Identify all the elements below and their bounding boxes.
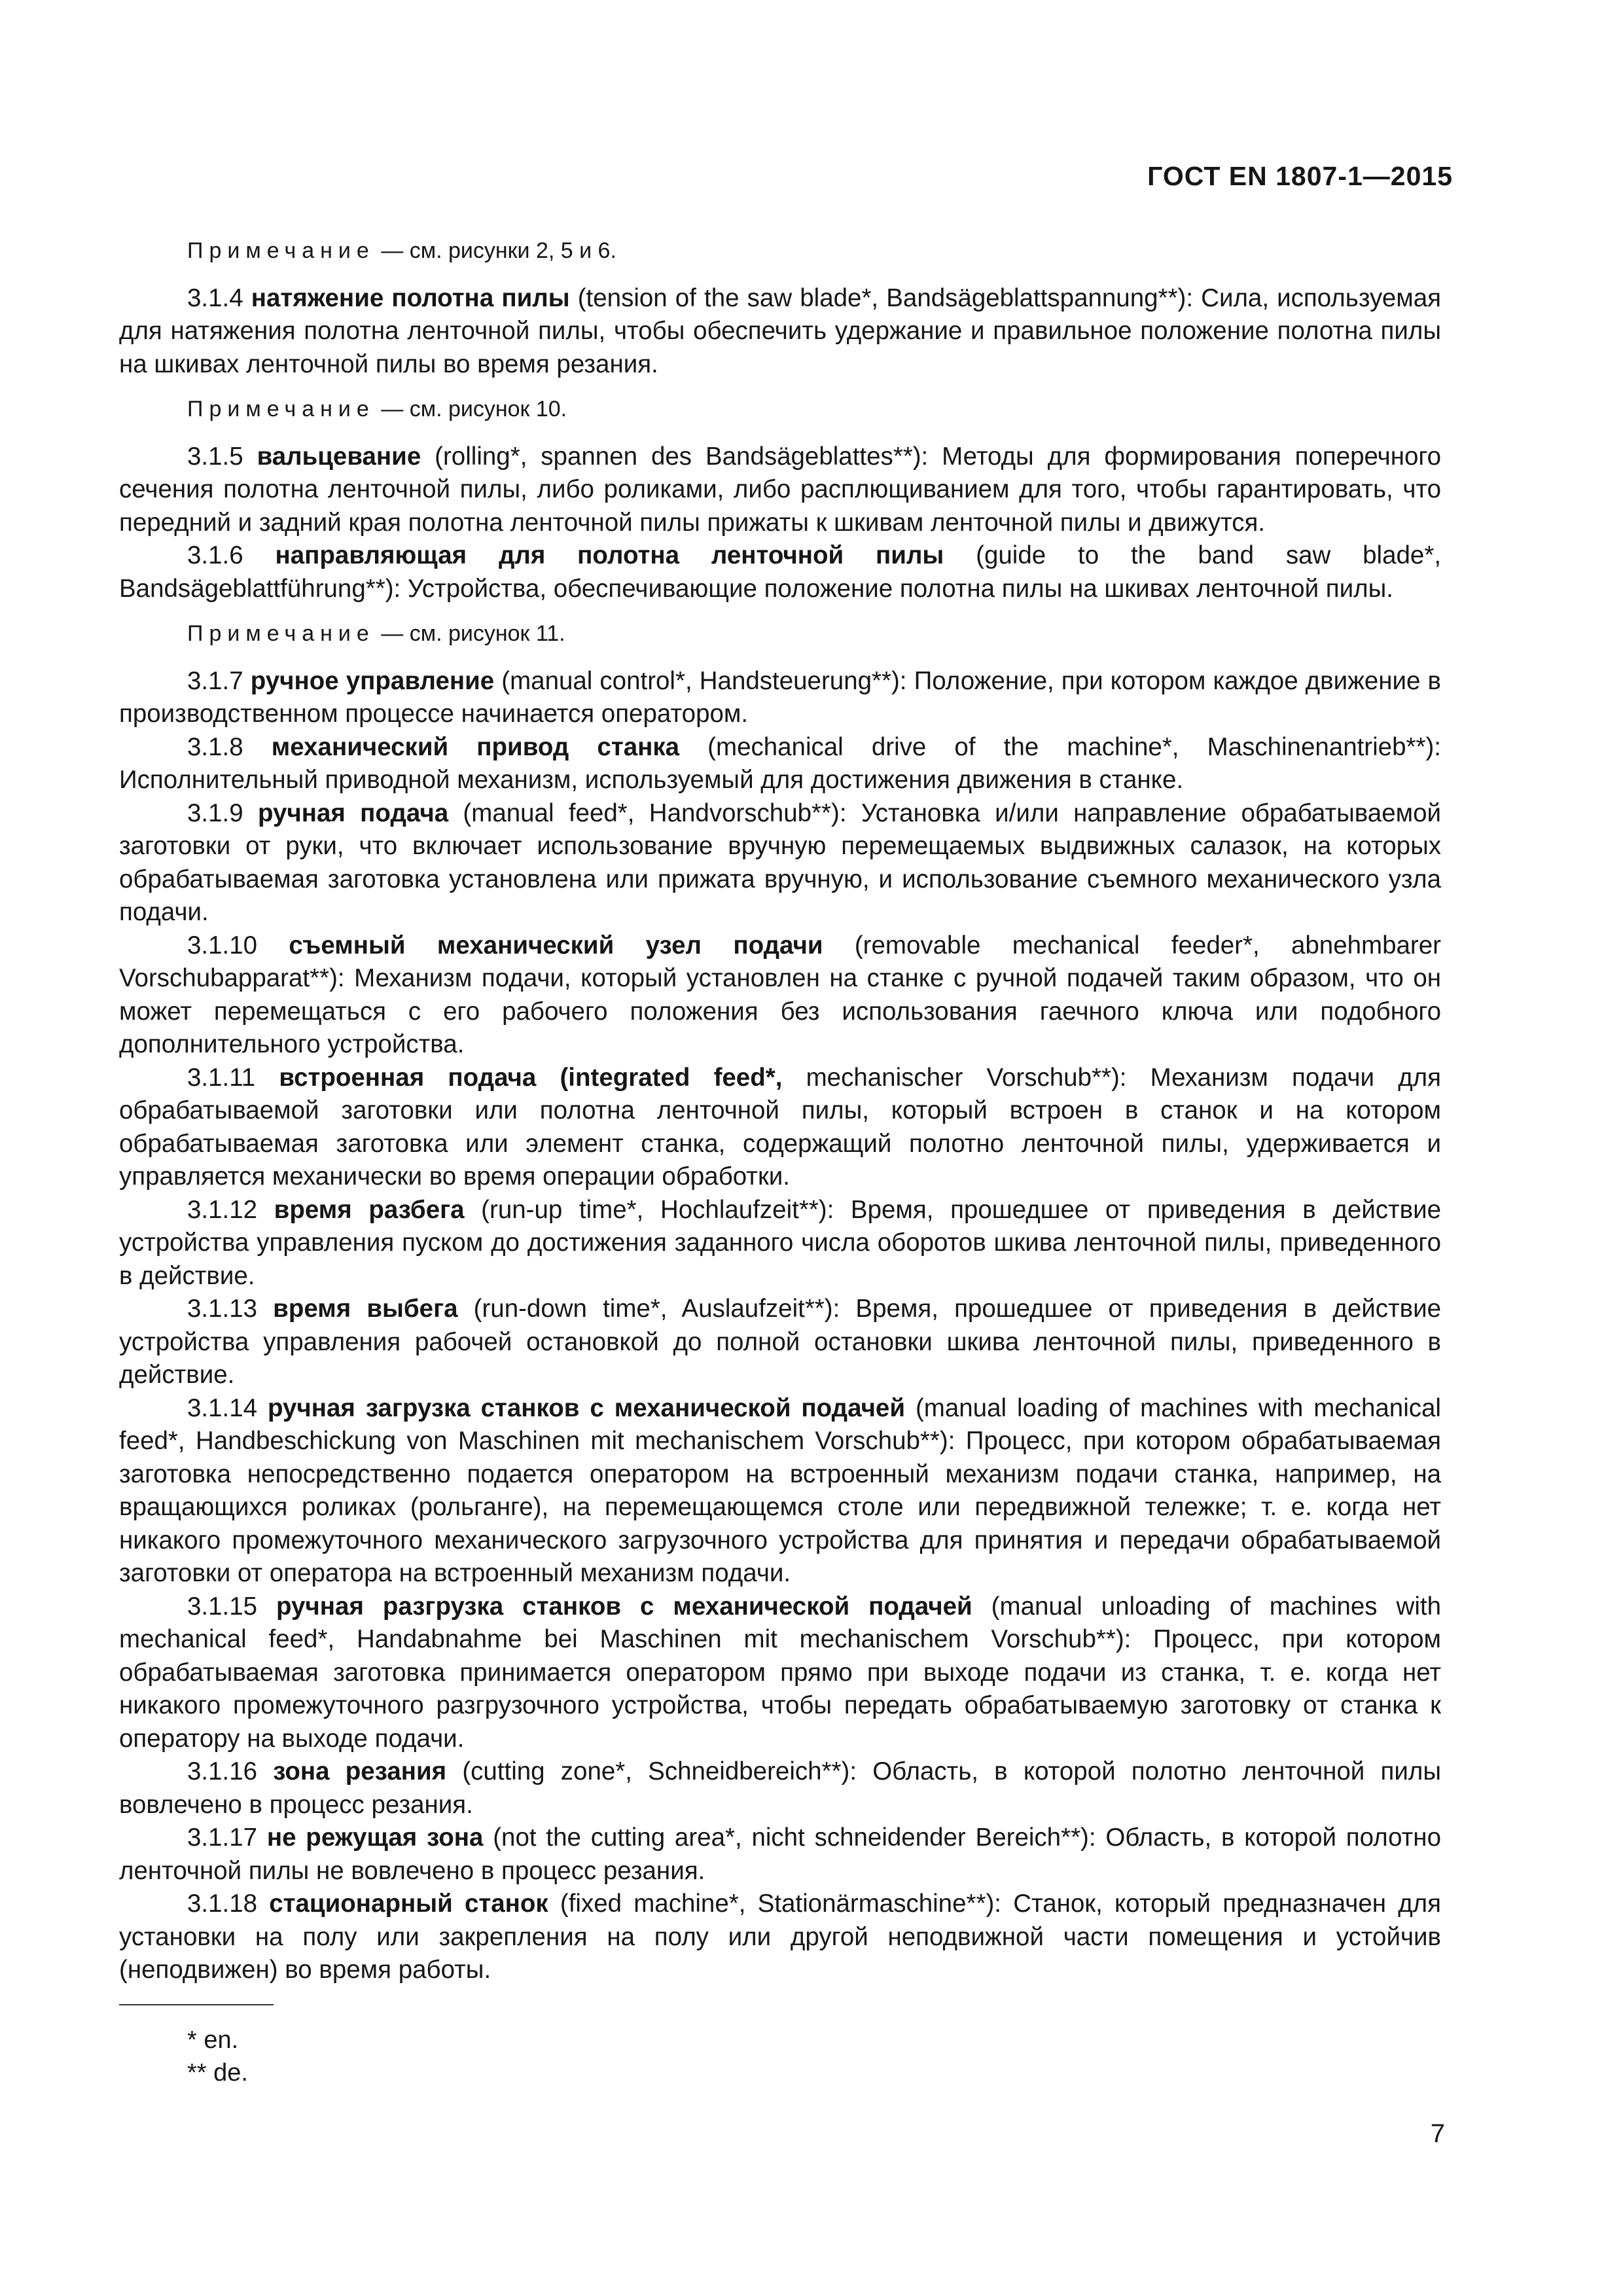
term-number: 3.1.15 bbox=[187, 1592, 277, 1621]
term-title: ручная загрузка станков с механической подачей bbox=[267, 1393, 906, 1422]
term-title: съемный механический узел подачи bbox=[289, 931, 823, 960]
term-title: стационарный станок bbox=[269, 1890, 548, 1918]
term-definition: (mechanical drive of the machine*, Maschinenantrieb**): Исполнительный приводной механизм, используемый для достижения движения в станке. bbox=[119, 732, 1441, 794]
term-title: вальцевание bbox=[257, 442, 421, 471]
term-title: натяжение полотна пилы bbox=[251, 283, 570, 312]
term-definition: (rolling*, spannen des Bandsägeblattes**): Методы для формирования поперечного сечения полотна ленточной пилы, либо роликами, либо расплющиванием для того, чтобы гарантировать, что передний и задний края полотна ленточной пилы прижаты к шкивам ленточной пилы и движутся. bbox=[119, 442, 1442, 537]
term-3-1-18 bbox=[119, 1888, 1441, 1987]
term-definition: (guide to the band saw blade*, Bandsägeblattführung**): Устройства, обеспечивающие положение полотна пилы на шкивах ленточной пилы. bbox=[119, 541, 1442, 603]
term-title: время разбега bbox=[274, 1195, 465, 1224]
term-3-1-4 bbox=[119, 282, 1441, 382]
term-number: 3.1.6 bbox=[187, 541, 276, 569]
term-3-1-17 bbox=[119, 1821, 1441, 1888]
term-definition: mechanischer Vorschub**): Механизм подачи для обрабатываемой заготовки или полотна ленточной пилы, который встроен в станок и на котором обрабатываемая заготовка или элемент станка, содержащий полотно ленточной пилы, удерживается и управляется механически во время операции обработки. bbox=[119, 1063, 1441, 1191]
term-definition: (run-down time*, Auslaufzeit**): Время, прошедшее от приведения в действие устройства управления рабочей остановкой до полной остановки шкива ленточной пилы, приведенного в действие. bbox=[119, 1295, 1441, 1389]
term-number: 3.1.16 bbox=[187, 1757, 274, 1785]
note-paragraph bbox=[119, 234, 1441, 268]
term-title: ручная разгрузка станков с механической подачей bbox=[276, 1592, 972, 1621]
note-paragraph bbox=[119, 617, 1441, 651]
term-definition: (cutting zone*, Schneidbereich**): Область, в которой полотно ленточной пилы вовлечено в процесс резания. bbox=[119, 1757, 1441, 1819]
term-number: 3.1.13 bbox=[187, 1295, 274, 1323]
page-number: 7 bbox=[1430, 2119, 1445, 2148]
term-title: ручное управление bbox=[250, 666, 495, 695]
term-number: 3.1.8 bbox=[187, 732, 272, 761]
note-paragraph bbox=[119, 393, 1441, 426]
term-definition: (not the cutting area*, nicht schneidender Bereich**): Область, в которой полотно ленточной пилы не вовлечено в процесс резания. bbox=[119, 1823, 1441, 1885]
term-3-1-10 bbox=[119, 929, 1441, 1062]
note-label: Примечание bbox=[187, 621, 375, 646]
term-3-1-12 bbox=[119, 1194, 1441, 1293]
term-definition: (manual control*, Handsteuerung**): Положение, при котором каждое движение в производственном процессе начинается оператором. bbox=[119, 666, 1441, 728]
term-title: время выбега bbox=[273, 1295, 458, 1323]
term-number: 3.1.14 bbox=[187, 1393, 268, 1422]
note-text: — см. рисунок 10. bbox=[374, 397, 567, 422]
term-3-1-9 bbox=[119, 797, 1441, 929]
term-3-1-11 bbox=[119, 1062, 1441, 1194]
term-number: 3.1.4 bbox=[187, 283, 251, 312]
term-definition: (manual feed*, Handvorschub**): Установка и/или направление обрабатываемой заготовки от руки, что включает использование вручную перемещаемых выдвижных салазок, на которых обрабатываемая заготовка установлена или прижата вручную, и использование съемного механического узла подачи. bbox=[119, 798, 1441, 926]
term-definition: (run-up time*, Hochlaufzeit**): Время, прошедшее от приведения в действие устройства управления пуском до достижения заданного числа оборотов шкива ленточной пилы, приведенного в действие. bbox=[119, 1195, 1441, 1290]
term-title: не режущая зона bbox=[266, 1823, 484, 1852]
term-definition: (manual loading of machines with mechanical feed*, Handbeschickung von Maschinen mit mechanischem Vorschub**): Процесс, при котором обрабатываемая заготовка непосредственно подается оператором на встроенный механизм подачи станка, например, на вращающихся роликах (рольганге), на перемещающемся столе или передвижной тележке; т. е. когда нет никакого промежуточного механического загрузочного устройства для принятия и передачи обрабатываемой заготовки от оператора на встроенный механизм подачи. bbox=[119, 1393, 1441, 1587]
term-number: 3.1.7 bbox=[187, 666, 251, 695]
note-label: Примечание bbox=[187, 397, 375, 422]
term-definition: (removable mechanical feeder*, abnehmbarer Vorschubapparat**): Механизм подачи, который установлен на станке с ручной подачей таким образом, что он может перемещаться с его рабочего положения без использования гаечного ключа или подобного дополнительного устройства. bbox=[119, 931, 1441, 1058]
term-3-1-5 bbox=[119, 440, 1441, 540]
note-text: — см. рисунки 2, 5 и 6. bbox=[374, 238, 616, 263]
term-3-1-7 bbox=[119, 665, 1441, 731]
footnote-de: ** de. bbox=[187, 2058, 248, 2087]
note-label: Примечание bbox=[187, 238, 375, 263]
term-number: 3.1.12 bbox=[187, 1195, 274, 1224]
term-3-1-13 bbox=[119, 1293, 1441, 1392]
term-number: 3.1.18 bbox=[187, 1890, 270, 1918]
term-3-1-14 bbox=[119, 1392, 1441, 1590]
term-3-1-16 bbox=[119, 1755, 1441, 1821]
footnote-divider bbox=[119, 2004, 274, 2005]
term-definition: (fixed machine*, Stationärmaschine**): Станок, который предназначен для установки на полу или закрепления на полу или другой неподвижной части помещения и устойчив (неподвижен) во время работы. bbox=[119, 1890, 1441, 1984]
term-number: 3.1.5 bbox=[187, 442, 257, 471]
term-number: 3.1.10 bbox=[187, 931, 289, 960]
term-title: зона резания bbox=[273, 1757, 447, 1785]
term-3-1-8 bbox=[119, 731, 1441, 797]
term-title: ручная подача bbox=[257, 798, 449, 827]
term-title: встроенная подача (integrated feed*, bbox=[279, 1063, 783, 1092]
term-definition: (tension of the saw blade*, Bandsägeblattspannung**): Сила, используемая для натяжения полотна ленточной пилы, чтобы обеспечить удержание и правильное положение полотна пилы на шкивах ленточной пилы во время резания. bbox=[119, 283, 1442, 378]
term-number: 3.1.17 bbox=[187, 1823, 267, 1852]
page-header: ГОСТ EN 1807-1—2015 bbox=[1147, 161, 1453, 191]
term-number: 3.1.11 bbox=[187, 1063, 279, 1092]
term-3-1-15 bbox=[119, 1590, 1441, 1756]
term-title: механический привод станка bbox=[271, 732, 680, 761]
document-body bbox=[119, 223, 1441, 2089]
note-text: — см. рисунок 11. bbox=[374, 621, 565, 646]
footnote-en: * en. bbox=[187, 2026, 239, 2054]
term-title: направляющая для полотна ленточной пилы bbox=[275, 541, 944, 569]
term-definition: (manual unloading of machines with mechanical feed*, Handabnahme bei Maschinen mit mechanischem Vorschub**): Процесс, при котором обрабатываемая заготовка принимается оператором прямо при выходе подачи из станка, т. е. когда нет никакого промежуточного разгрузочного устройства, чтобы передать обрабатываемую заготовку от станка к оператору на выходе подачи. bbox=[119, 1592, 1441, 1753]
term-3-1-6 bbox=[119, 539, 1441, 605]
term-number: 3.1.9 bbox=[187, 798, 258, 827]
